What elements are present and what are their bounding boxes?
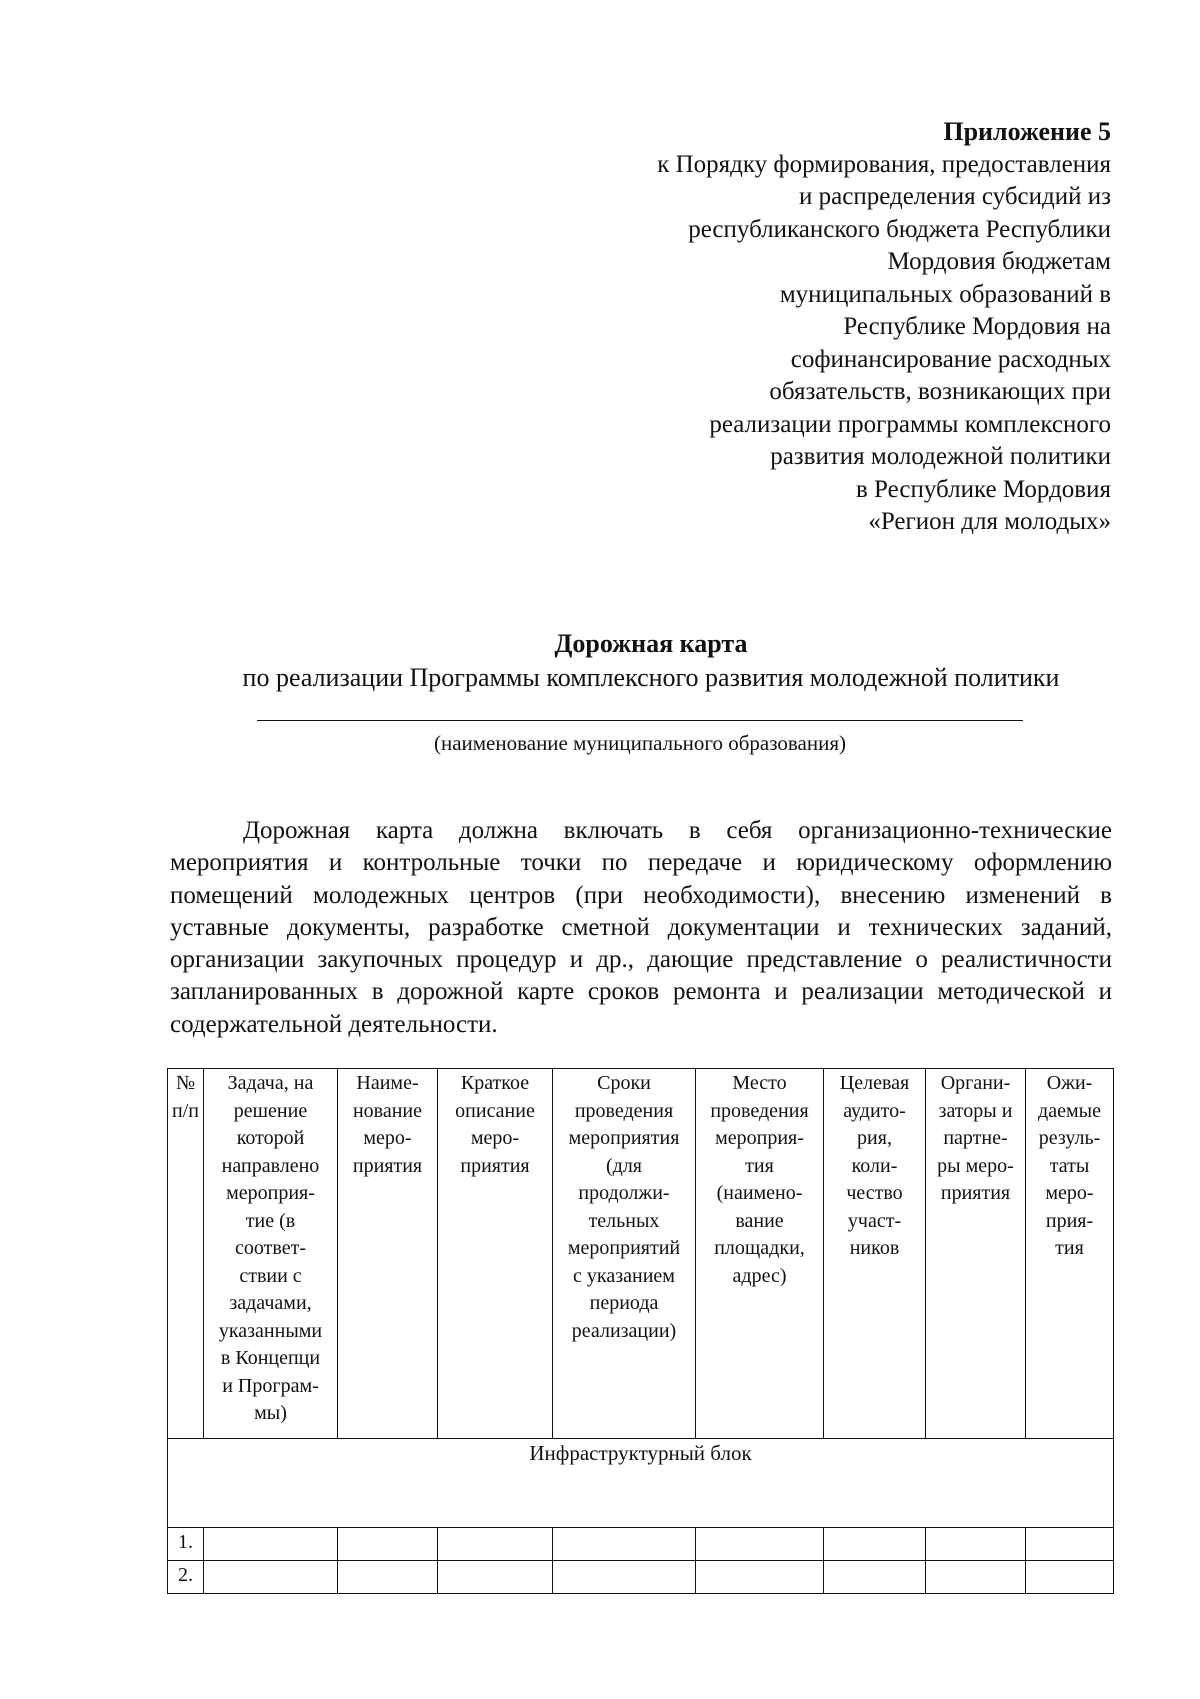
table-cell[interactable] <box>824 1528 926 1561</box>
header-line: рия, <box>857 1127 892 1149</box>
table-cell[interactable] <box>204 1528 338 1561</box>
appendix-line: развития молодежной политики <box>770 443 1111 470</box>
table-header-row <box>168 1069 1114 1439</box>
table-cell[interactable] <box>1026 1528 1114 1561</box>
header-line: соответ- <box>235 1237 306 1259</box>
header-line: меро- <box>363 1127 412 1149</box>
header-line: проведения <box>710 1099 809 1122</box>
header-line: Место <box>732 1072 787 1094</box>
header-line: заторы и <box>938 1099 1013 1122</box>
header-location <box>696 1069 824 1439</box>
header-line: мероприя- <box>715 1127 804 1149</box>
header-organizers <box>926 1069 1026 1439</box>
block-label: Инфраструктурный блок <box>168 1439 1114 1528</box>
header-line: мероприя- <box>226 1182 315 1204</box>
header-line: меро- <box>470 1127 520 1149</box>
appendix-line: Мордовия бюджетам <box>887 248 1111 275</box>
blank-line <box>257 720 1023 721</box>
header-line: реализации) <box>571 1319 677 1342</box>
header-line: Наиме- <box>356 1072 419 1094</box>
header-line: которой <box>236 1127 305 1149</box>
table-cell[interactable] <box>438 1561 553 1594</box>
table-cell[interactable] <box>696 1561 824 1594</box>
table-cell[interactable] <box>926 1528 1026 1561</box>
header-line: задачами, <box>229 1292 312 1314</box>
header-line: партне- <box>943 1127 1008 1149</box>
appendix-line: реализации программы комплексного <box>709 410 1111 438</box>
header-line: п/п <box>172 1099 199 1122</box>
appendix-reference <box>551 116 1111 539</box>
header-line: участ- <box>847 1209 902 1232</box>
body-paragraph: Дорожная карта должна включать в себя организационно-технические мероприятия и контрольные точки по передаче и юридическому оформлению помещений молодежных центров (при необходимости), внесению изменений в уставные документы, разработке сметной документации и технических заданий, организации закупочных процедур и др., дающие представление о реалистичности запланированных в дорожной карте сроков ремонта и реализации методической и содержательной деятельности. <box>170 817 1112 1038</box>
appendix-line: «Регион для молодых» <box>868 508 1111 535</box>
block-row <box>168 1439 1114 1528</box>
header-line: тия <box>745 1154 774 1177</box>
header-line: решение <box>233 1099 308 1122</box>
header-line: в Концепци <box>220 1347 321 1369</box>
header-line: прия- <box>1045 1209 1094 1232</box>
header-line: (наимено- <box>716 1182 803 1204</box>
appendix-line: Республике Мордовия на <box>843 313 1111 340</box>
header-line: тельных <box>588 1209 660 1232</box>
header-line: вание <box>735 1209 784 1232</box>
appendix-line: обязательств, возникающих при <box>769 378 1111 405</box>
header-dates <box>553 1069 696 1439</box>
header-line: Сроки <box>597 1072 651 1094</box>
header-line: нование <box>352 1099 423 1122</box>
header-line: мы) <box>254 1402 287 1424</box>
table-cell[interactable] <box>204 1561 338 1594</box>
table-cell[interactable] <box>696 1528 824 1561</box>
header-line: № <box>175 1072 196 1094</box>
header-line: Органи- <box>940 1072 1011 1094</box>
header-line: Ожи- <box>1046 1072 1093 1094</box>
appendix-line: и распределения субсидий из <box>799 183 1111 210</box>
header-line: чество <box>846 1182 903 1204</box>
header-line: Краткое <box>460 1072 530 1094</box>
row-number: 1. <box>168 1528 204 1561</box>
header-line: резуль- <box>1038 1127 1101 1149</box>
header-line: направлено <box>221 1154 320 1177</box>
header-line: указанными <box>218 1319 323 1342</box>
appendix-line: к Порядку формирования, предоставления <box>657 150 1111 178</box>
header-description <box>438 1069 553 1439</box>
header-line: мероприятия <box>568 1127 680 1149</box>
header-line: проведения <box>574 1099 674 1122</box>
header-line: и Програм- <box>222 1374 319 1397</box>
header-line: описание <box>455 1099 535 1122</box>
document-title: Дорожная карта <box>554 629 748 658</box>
header-expected-results <box>1026 1069 1114 1439</box>
blank-line-caption: (наименование муниципального образования) <box>433 731 847 755</box>
row-number: 2. <box>168 1561 204 1594</box>
header-line: коли- <box>851 1154 898 1177</box>
header-line: ры меро- <box>937 1154 1014 1177</box>
header-line: с указанием <box>573 1264 675 1287</box>
appendix-line: софинансирование расходных <box>790 345 1111 373</box>
header-line: даемые <box>1038 1099 1101 1122</box>
header-line: меро- <box>1045 1182 1094 1204</box>
header-line: аудито- <box>843 1099 906 1122</box>
table-row <box>168 1561 1114 1594</box>
table-cell[interactable] <box>824 1561 926 1594</box>
header-line: площадки, <box>714 1237 805 1259</box>
header-line: ствии с <box>239 1264 302 1287</box>
header-line: приятия <box>460 1154 530 1177</box>
table-cell[interactable] <box>553 1561 696 1594</box>
table-cell[interactable] <box>438 1528 553 1561</box>
appendix-line: муниципальных образований в <box>779 280 1111 308</box>
header-line: таты <box>1049 1154 1090 1177</box>
header-line: адрес) <box>732 1264 787 1287</box>
header-number <box>168 1069 204 1439</box>
header-audience <box>824 1069 926 1439</box>
table-cell[interactable] <box>338 1561 438 1594</box>
header-line: ников <box>849 1237 900 1259</box>
header-task <box>204 1069 338 1439</box>
header-event-name <box>338 1069 438 1439</box>
header-line: мероприятий <box>567 1237 681 1259</box>
document-subtitle: по реализации Программы комплексного развития молодежной политики <box>242 663 1060 692</box>
table-cell[interactable] <box>926 1561 1026 1594</box>
header-line: Целевая <box>839 1072 910 1094</box>
appendix-title: Приложение 5 <box>943 117 1111 146</box>
table-cell[interactable] <box>553 1528 696 1561</box>
header-line: продолжи- <box>578 1182 670 1204</box>
appendix-line: республиканского бюджета Республики <box>688 215 1111 243</box>
header-line: тия <box>1055 1237 1084 1259</box>
header-line: тие (в <box>245 1209 296 1232</box>
header-line: приятия <box>352 1154 423 1177</box>
header-line: приятия <box>940 1182 1011 1204</box>
appendix-line: в Республике Мордовия <box>856 475 1111 503</box>
header-line: периода <box>589 1292 659 1314</box>
header-line: Задача, на <box>227 1072 314 1094</box>
roadmap-table <box>167 1068 1114 1594</box>
header-line: (для <box>605 1154 642 1177</box>
table-row <box>168 1528 1114 1561</box>
table-cell[interactable] <box>338 1528 438 1561</box>
table-cell[interactable] <box>1026 1561 1114 1594</box>
